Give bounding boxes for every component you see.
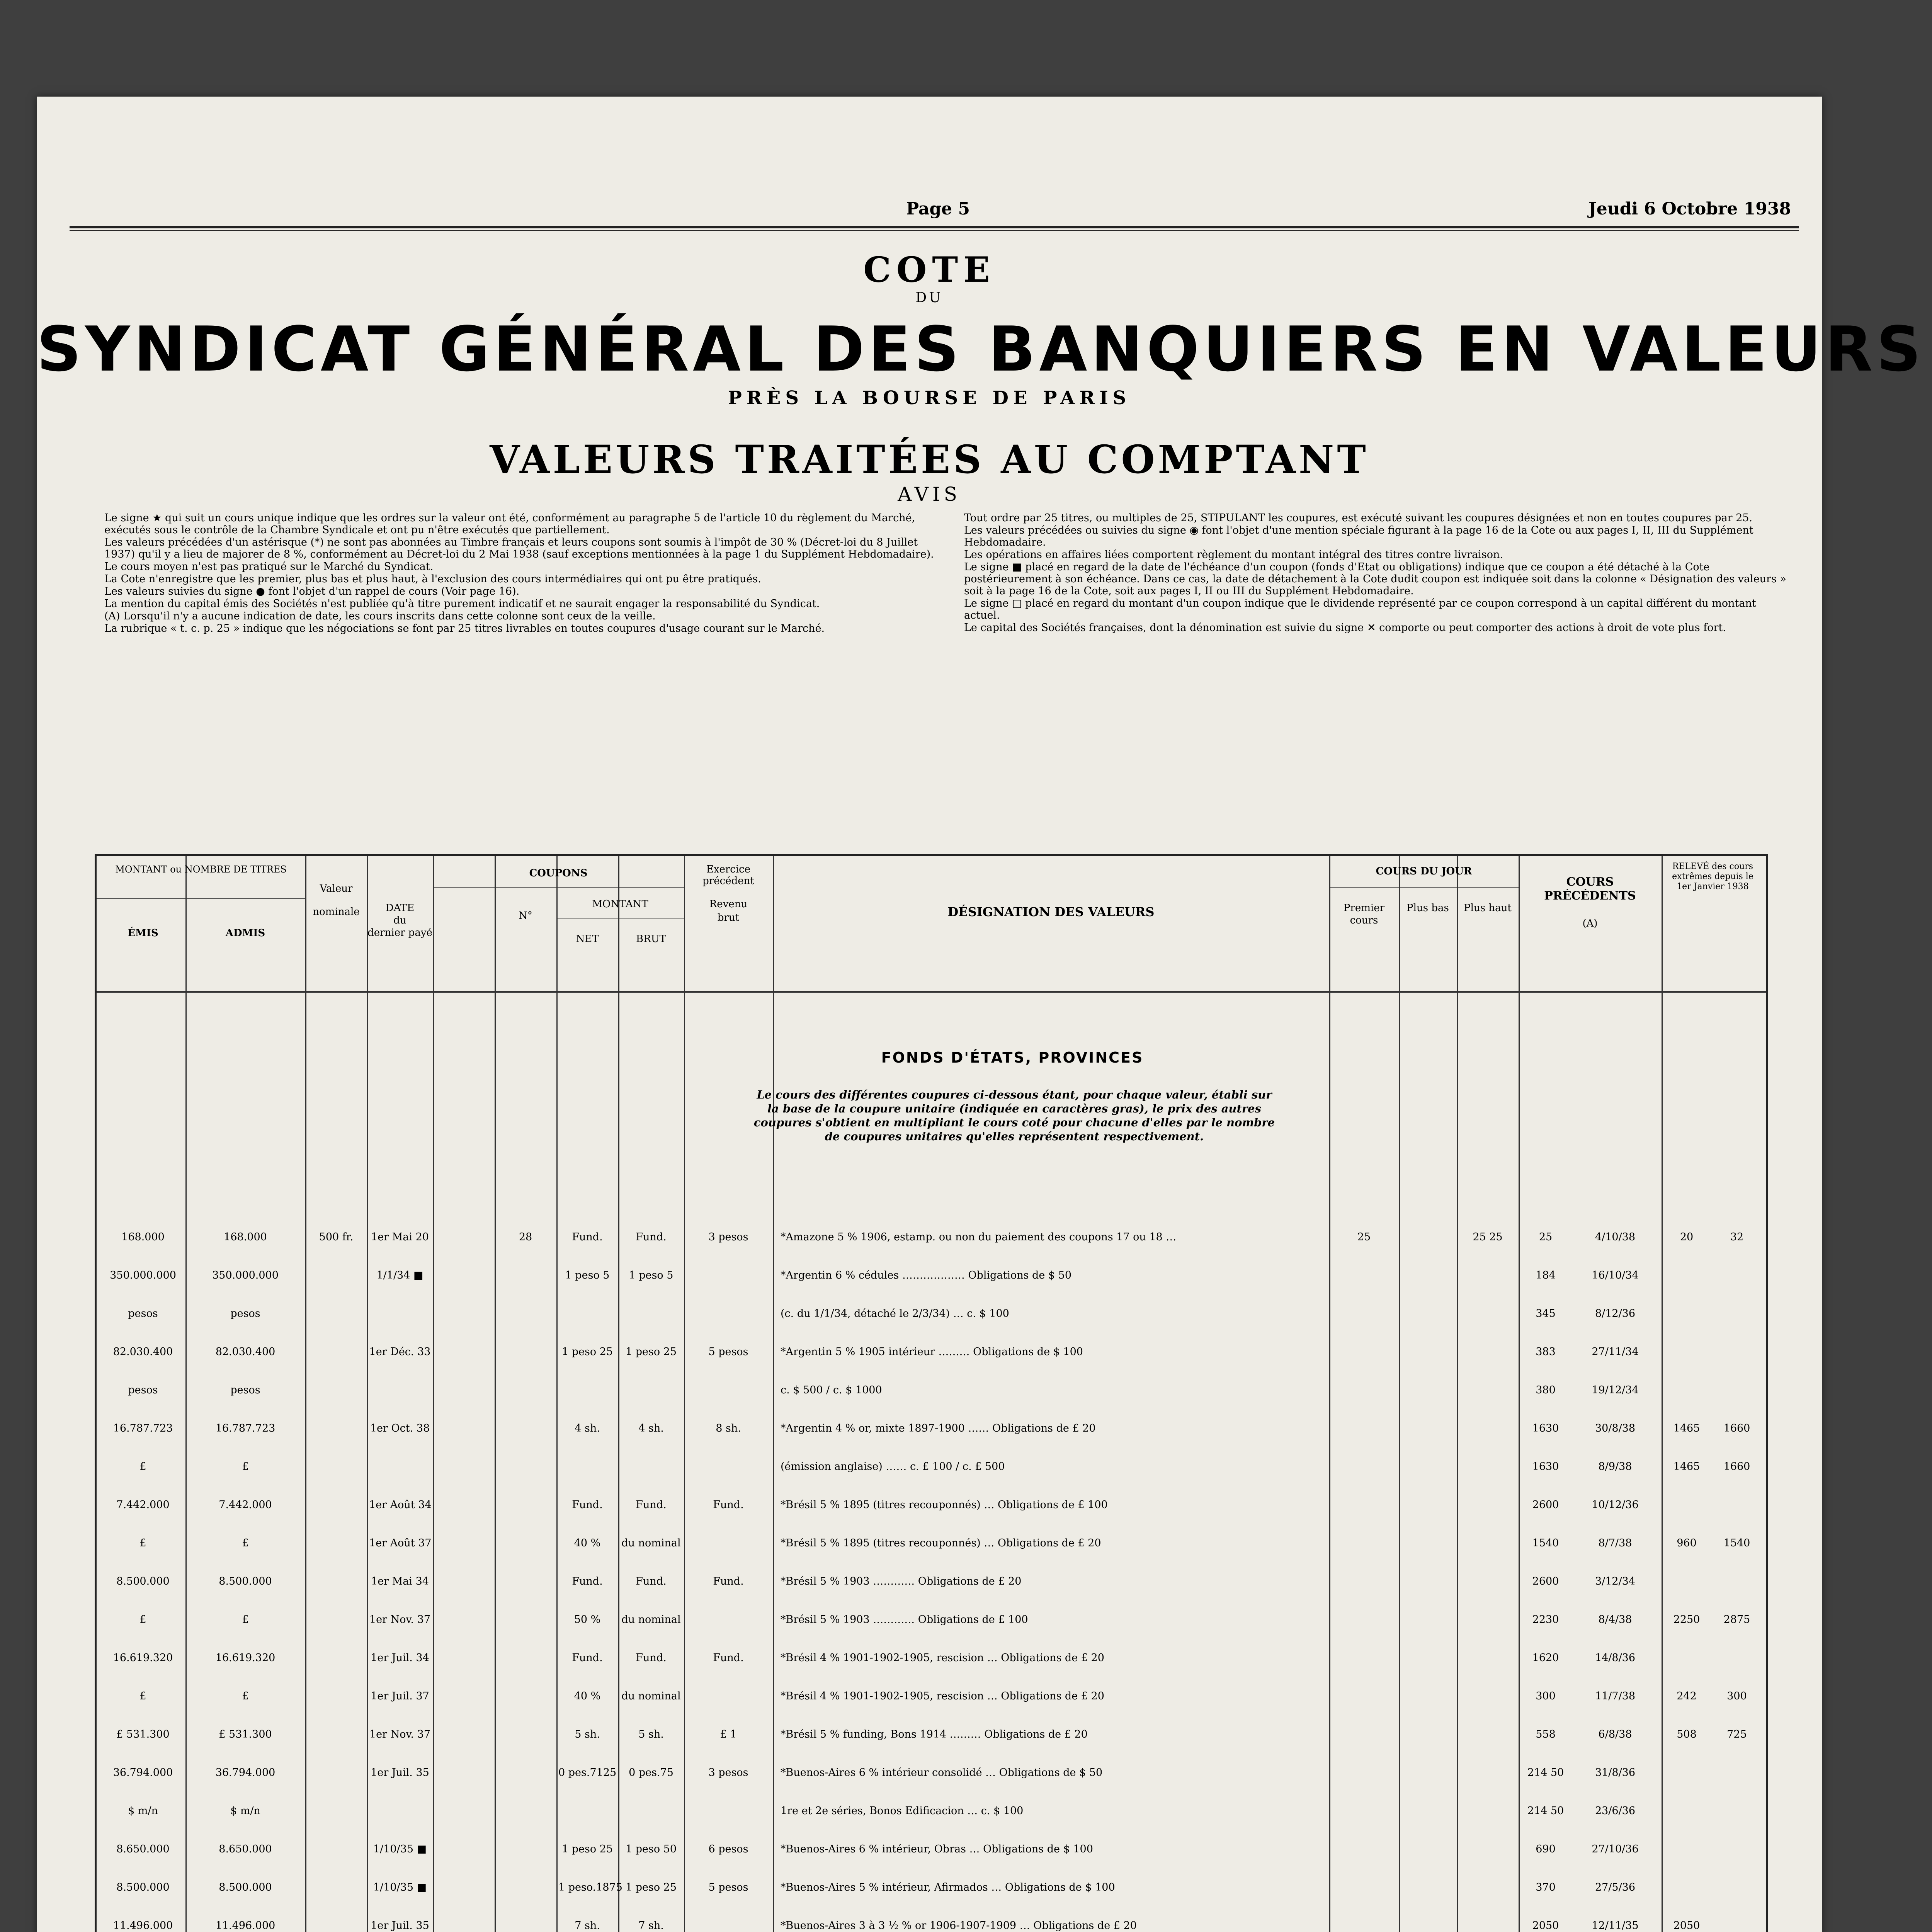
cell-prec-d: 8/9/38	[1598, 1461, 1632, 1473]
cell-prec: 558	[1536, 1728, 1556, 1740]
hdr-dernier: dernier payé	[367, 927, 432, 939]
cell-designation: 1re et 2e séries, Bonos Edificacion … c. $ 100	[781, 1805, 1024, 1817]
cell-date: 1er Mai 34	[371, 1575, 429, 1587]
table-row	[97, 1651, 1766, 1675]
cell-net: 40 %	[574, 1537, 601, 1549]
cell-designation: (c. du 1/1/34, détaché le 2/3/34) … c. $ 100	[781, 1308, 1009, 1320]
cell-brut: 1 peso 50	[625, 1843, 677, 1855]
cell-prec: 2600	[1532, 1575, 1559, 1587]
cell-designation: (émission anglaise) …… c. £ 100 / c. £ 500	[781, 1461, 1005, 1473]
hdr-no: N°	[519, 910, 532, 922]
cell-prec-d: 4/10/38	[1595, 1231, 1636, 1243]
table-row	[97, 1613, 1766, 1636]
du-word: DU	[915, 290, 943, 306]
cell-hi: 20	[1680, 1231, 1694, 1243]
cell-designation: *Brésil 5 % 1895 (titres recouponnés) … Obligations de £ 20	[781, 1537, 1101, 1549]
cell-date: 1er Nov. 37	[369, 1614, 431, 1626]
cell-net: Fund.	[572, 1499, 603, 1511]
table-row	[97, 1575, 1766, 1598]
cell-prec-d: 11/7/38	[1595, 1690, 1636, 1702]
cell-rev: 6 pesos	[708, 1843, 748, 1855]
cell-prem: 25	[1357, 1231, 1371, 1243]
cell-prec-d: 19/12/34	[1592, 1384, 1639, 1396]
notice-paragraph: Les valeurs précédées ou suivies du signe ◉ font l'objet d'une mention spéciale figurant à la page 16 de la Cote ou aux pages I, II, III du Supplément Hebdomadaire.	[964, 524, 1753, 548]
table-row	[97, 1690, 1766, 1713]
cell-net: 40 %	[574, 1690, 601, 1702]
cell-emis: 350.000.000	[110, 1269, 176, 1281]
cell-prec-d: 6/8/38	[1598, 1728, 1632, 1740]
cell-net: 4 sh.	[575, 1422, 600, 1434]
cell-admis: £	[242, 1614, 249, 1626]
header-rule-thin	[70, 230, 1799, 231]
cell-prec: 2600	[1532, 1499, 1559, 1511]
cell-admis: 82.030.400	[215, 1346, 276, 1358]
cell-prec: 690	[1536, 1843, 1556, 1855]
masthead: SYNDICAT GÉNÉRAL DES BANQUIERS EN VALEURS	[37, 313, 1925, 385]
cell-hi: 2050	[1673, 1920, 1700, 1932]
cell-date: 1/10/35 ■	[373, 1843, 427, 1855]
cell-admis: 16.619.320	[215, 1652, 276, 1664]
hdr-brut: BRUT	[636, 933, 666, 945]
cell-prec-d: 27/5/36	[1595, 1881, 1636, 1893]
cell-net: 0 pes.7125	[558, 1767, 617, 1779]
cell-net: 7 sh.	[575, 1920, 600, 1932]
cell-date: 1er Juil. 35	[371, 1767, 429, 1779]
cell-date: 1er Mai 20	[371, 1231, 429, 1243]
hdr-emis: ÉMIS	[128, 927, 158, 939]
cell-prec: 1630	[1532, 1461, 1559, 1473]
cell-rev: Fund.	[713, 1652, 744, 1664]
cell-lo: 1660	[1723, 1422, 1750, 1434]
cell-no: 28	[519, 1231, 532, 1243]
hdr-a: (A)	[1582, 918, 1598, 929]
cell-prec: 380	[1536, 1384, 1556, 1396]
hdr-designation: DÉSIGNATION DES VALEURS	[947, 905, 1155, 919]
table-row	[97, 1498, 1766, 1522]
cell-prec-d: 14/8/36	[1595, 1652, 1636, 1664]
cell-designation: c. $ 500 / c. $ 1000	[781, 1384, 882, 1396]
cell-lo: 300	[1727, 1690, 1747, 1702]
cell-emis: 7.442.000	[116, 1499, 170, 1511]
hdr-premier: Premier	[1343, 902, 1385, 914]
notice-paragraph: Le cours moyen n'est pas pratiqué sur le Marché du Syndicat.	[104, 561, 434, 573]
cell-prec: 383	[1536, 1346, 1556, 1358]
hdr-releve: RELEVÉ des cours extrêmes depuis le 1er Janvier 1938	[1672, 862, 1753, 891]
cell-admis: 7.442.000	[219, 1499, 272, 1511]
cell-hi: 1465	[1673, 1422, 1700, 1434]
table-row	[97, 1728, 1766, 1751]
cell-brut: du nominal	[621, 1690, 681, 1702]
cell-lo: 1660	[1723, 1461, 1750, 1473]
cell-admis: 16.787.723	[215, 1422, 276, 1434]
cell-rev: 3 pesos	[708, 1767, 748, 1779]
cell-admis: 36.794.000	[215, 1767, 276, 1779]
table-row	[97, 1422, 1766, 1445]
cell-emis: £	[139, 1614, 146, 1626]
cell-prec-d: 8/7/38	[1598, 1537, 1632, 1549]
cell-prec-d: 3/12/34	[1595, 1575, 1636, 1587]
cell-emis: 16.619.320	[113, 1652, 173, 1664]
table-row	[97, 1919, 1766, 1932]
section-title: FONDS D'ÉTATS, PROVINCES	[881, 1049, 1144, 1066]
cell-prec-d: 16/10/34	[1592, 1269, 1639, 1281]
notice-paragraph: Le signe □ placé en regard du montant d'un coupon indique que le dividende représenté par ce coupon correspond à un capital différent du montant actuel.	[964, 597, 1756, 621]
cell-rev: 8 sh.	[716, 1422, 741, 1434]
cell-admis: £	[242, 1461, 249, 1473]
cell-admis: 168.000	[224, 1231, 267, 1243]
cell-emis: £	[139, 1690, 146, 1702]
cell-emis: 168.000	[121, 1231, 165, 1243]
cell-hi: 960	[1677, 1537, 1697, 1549]
quotes-table	[95, 854, 1768, 1932]
cell-haut: 25 25	[1473, 1231, 1503, 1243]
cell-prec-d: 10/12/36	[1592, 1499, 1639, 1511]
header-subrule	[1329, 887, 1519, 888]
cell-designation: *Amazone 5 % 1906, estamp. ou non du paiement des coupons 17 ou 18 …	[781, 1231, 1177, 1243]
cell-admis: 8.500.000	[219, 1881, 272, 1893]
cell-emis: 8.500.000	[116, 1575, 170, 1587]
table-row	[97, 1804, 1766, 1828]
cell-admis: pesos	[230, 1384, 260, 1396]
cell-designation: *Brésil 4 % 1901-1902-1905, rescision … Obligations de £ 20	[781, 1652, 1104, 1664]
hdr-date: DATE	[385, 902, 415, 914]
subtitle: PRÈS LA BOURSE DE PARIS	[728, 387, 1131, 409]
cell-hi: 1465	[1673, 1461, 1700, 1473]
cell-rev: 5 pesos	[708, 1346, 748, 1358]
cell-designation: *Argentin 5 % 1905 intérieur ……… Obligations de $ 100	[781, 1346, 1083, 1358]
cell-net: 1 peso 25	[561, 1843, 613, 1855]
issue-date: Jeudi 6 Octobre 1938	[1588, 199, 1791, 219]
cell-admis: £	[242, 1537, 249, 1549]
cell-date: 1er Août 37	[369, 1537, 432, 1549]
cell-emis: £	[139, 1461, 146, 1473]
cell-emis: 11.496.000	[113, 1920, 173, 1932]
cell-net: 1 peso 5	[565, 1269, 610, 1281]
cell-brut: 4 sh.	[638, 1422, 664, 1434]
hdr-montant: MONTANT ou NOMBRE DE TITRES	[115, 864, 287, 875]
cell-lo: 32	[1730, 1231, 1744, 1243]
cell-admis: 11.496.000	[215, 1920, 276, 1932]
hdr-brut2: brut	[717, 912, 740, 923]
cell-emis: 8.650.000	[116, 1843, 170, 1855]
cell-designation: *Brésil 5 % 1903 ………… Obligations de £ 100	[781, 1614, 1028, 1626]
cell-prec-d: 12/11/35	[1592, 1920, 1639, 1932]
cell-prec-d: 31/8/36	[1595, 1767, 1636, 1779]
notice-paragraph: Les valeurs précédées d'un astérisque (*) ne sont pas abonnées au Timbre français et leurs coupons sont soumis à l'impôt de 30 % (Décret-loi du 8 Juillet 1937) qu'il y a lieu de majorer de 8 %, conformément au Décret-loi du 2 Mai 1938 (sauf exceptions mentionnées à la page 1 du Supplément Hebdomadaire).	[104, 536, 934, 560]
newspaper-page	[37, 97, 1925, 1932]
cell-prec: 214 50	[1527, 1805, 1564, 1817]
hdr-plus-bas: Plus bas	[1406, 902, 1449, 914]
cell-lo: 1540	[1723, 1537, 1750, 1549]
cell-brut: 0 pes.75	[629, 1767, 673, 1779]
cell-prec-d: 8/12/36	[1595, 1308, 1636, 1320]
cell-admis: 350.000.000	[212, 1269, 279, 1281]
cell-date: 1/10/35 ■	[373, 1881, 427, 1893]
cell-date: 1er Déc. 33	[369, 1346, 431, 1358]
cell-lo: 2875	[1723, 1614, 1750, 1626]
cell-admis: £	[242, 1690, 249, 1702]
notice-paragraph: (A) Lorsqu'il n'y a aucune indication de date, les cours inscrits dans cette colonne sont ceux de la veille.	[104, 610, 656, 622]
cell-brut: 1 peso 5	[629, 1269, 673, 1281]
cell-emis: 36.794.000	[113, 1767, 173, 1779]
notices-left	[104, 512, 935, 635]
cell-emis: 8.500.000	[116, 1881, 170, 1893]
cell-designation: *Brésil 5 % funding, Bons 1914 ……… Obligations de £ 20	[781, 1729, 1088, 1740]
cell-designation: *Brésil 5 % 1903 ………… Obligations de £ 20	[781, 1576, 1022, 1587]
notice-paragraph: Le signe ■ placé en regard de la date de l'échéance d'un coupon (fonds d'Etat ou obligations) indique que ce coupon a été détaché à la Cote postérieurement à son échéance. Dans ce cas, la date de détachement à la Cote dudit coupon est indiquée soit dans la colonne « Désignation des valeurs » soit à la page 16 de la Cote, soit aux pages I, II ou III du Supplément Hebdomadaire.	[964, 561, 1786, 597]
hdr-admis: ADMIS	[225, 927, 265, 939]
table-row	[97, 1843, 1766, 1866]
cell-emis: £ 531.300	[116, 1728, 170, 1740]
cell-brut: 7 sh.	[638, 1920, 664, 1932]
cell-lo: 725	[1727, 1728, 1747, 1740]
cell-emis: pesos	[128, 1384, 158, 1396]
cell-emis: £	[139, 1537, 146, 1549]
hdr-net: NET	[576, 933, 599, 945]
cell-prec: 1540	[1532, 1537, 1559, 1549]
cell-prec: 25	[1539, 1231, 1553, 1243]
hdr-cours: cours	[1350, 915, 1378, 926]
table-row	[97, 1307, 1766, 1330]
cell-designation: *Buenos-Aires 3 à 3 ½ % or 1906-1907-1909 … Obligations de £ 20	[781, 1920, 1137, 1932]
cell-hi: 2250	[1673, 1614, 1700, 1626]
notice-paragraph: Le signe ★ qui suit un cours unique indique que les ordres sur la valeur ont été, conformément au paragraphe 5 de l'article 10 du règlement du Marché, exécutés sous le contrôle de la Chambre Syndicale et ont pu n'être exécutés que partiellement.	[104, 512, 915, 536]
cell-emis: 16.787.723	[113, 1422, 173, 1434]
cell-rev: 3 pesos	[708, 1231, 748, 1243]
notice-paragraph: La Cote n'enregistre que les premier, plus bas et plus haut, à l'exclusion des cours intermédiaires qui ont pu être pratiqués.	[104, 573, 761, 585]
avis-heading: AVIS	[898, 483, 961, 505]
hdr-exercice: Exercice précédent	[702, 864, 754, 887]
hdr-cours-prec: COURS PRÉCÉDENTS	[1544, 875, 1636, 903]
cell-prec: 2050	[1532, 1920, 1559, 1932]
cell-designation: *Brésil 5 % 1895 (titres recouponnés) … Obligations de £ 100	[781, 1499, 1108, 1511]
cell-admis: pesos	[230, 1308, 260, 1320]
cell-net: 1 peso.1875	[558, 1881, 622, 1893]
cell-prec: 214 50	[1527, 1767, 1564, 1779]
cell-designation: *Buenos-Aires 6 % intérieur, Obras … Obligations de $ 100	[781, 1844, 1093, 1855]
cell-rev: £ 1	[720, 1728, 737, 1740]
cell-net: 5 sh.	[575, 1728, 600, 1740]
cell-brut: 1 peso 25	[625, 1346, 677, 1358]
cell-hi: 508	[1677, 1728, 1697, 1740]
cell-admis: $ m/n	[230, 1805, 260, 1817]
table-row	[97, 1766, 1766, 1789]
notice-paragraph: Le capital des Sociétés françaises, dont la dénomination est suivie du signe ✕ comporte ou peut comporter des actions à droit de vote plus fort.	[964, 622, 1726, 634]
cell-brut: Fund.	[636, 1652, 667, 1664]
cell-prec: 1620	[1532, 1652, 1559, 1664]
cell-brut: Fund.	[636, 1231, 667, 1243]
section-intro: Le cours des différentes coupures ci-dessous étant, pour chaque valeur, établi sur la base de la coupure unitaire (indiquée en caractères gras), le prix des autres coupures s'obtient en multipliant le cours coté pour chacune d'elles par le nombre de coupures unitaires qu'elles représentent respectivement.	[753, 1088, 1275, 1143]
cell-rev: Fund.	[713, 1575, 744, 1587]
hdr-cours-jour: COURS DU JOUR	[1376, 866, 1472, 877]
cell-prec: 2230	[1532, 1614, 1559, 1626]
hdr-coupons: COUPONS	[529, 867, 588, 879]
table-row	[97, 1460, 1766, 1483]
notice-paragraph: Les valeurs suivies du signe ● font l'objet d'un rappel de cours (Voir page 16).	[104, 585, 520, 597]
table-row	[97, 1231, 1766, 1254]
cell-designation: *Buenos-Aires 6 % intérieur consolidé … Obligations de $ 50	[781, 1767, 1103, 1779]
hdr-nominale: nominale	[313, 906, 360, 918]
section-heading: VALEURS TRAITÉES AU COMPTANT	[490, 437, 1369, 482]
cell-brut: du nominal	[621, 1614, 681, 1626]
notice-paragraph: Les opérations en affaires liées comportent règlement du montant intégral des titres contre livraison.	[964, 549, 1503, 561]
cell-net: Fund.	[572, 1231, 603, 1243]
cell-prec-d: 27/11/34	[1592, 1346, 1639, 1358]
cell-rev: Fund.	[713, 1499, 744, 1511]
page-number: Page 5	[906, 199, 970, 219]
cell-prec: 300	[1536, 1690, 1556, 1702]
cell-date: 1er Juil. 37	[371, 1690, 429, 1702]
cell-prec-d: 27/10/36	[1592, 1843, 1639, 1855]
cell-date: 1/1/34 ■	[376, 1269, 423, 1281]
cell-brut: Fund.	[636, 1575, 667, 1587]
table-row	[97, 1384, 1766, 1407]
cell-brut: Fund.	[636, 1499, 667, 1511]
hdr-plus-haut: Plus haut	[1464, 902, 1512, 914]
notice-paragraph: La mention du capital émis des Sociétés n'est publiée qu'à titre purement indicatif et ne saurait engager la responsabilité du Syndicat.	[104, 598, 820, 610]
cell-prec: 184	[1536, 1269, 1556, 1281]
cell-emis: 82.030.400	[113, 1346, 173, 1358]
header-rule	[70, 226, 1799, 228]
table-row	[97, 1881, 1766, 1904]
cell-date: 1er Juil. 35	[371, 1920, 429, 1932]
hdr-du: du	[393, 915, 406, 926]
hdr-montant-c: MONTANT	[592, 898, 648, 910]
cell-net: Fund.	[572, 1652, 603, 1664]
cell-net: Fund.	[572, 1575, 603, 1587]
cell-prec: 345	[1536, 1308, 1556, 1320]
cell-prec-d: 30/8/38	[1595, 1422, 1636, 1434]
cell-admis: 8.650.000	[219, 1843, 272, 1855]
cell-hi: 242	[1677, 1690, 1697, 1702]
cell-val: 500 fr.	[319, 1231, 354, 1243]
cell-brut: 5 sh.	[638, 1728, 664, 1740]
notice-paragraph: Tout ordre par 25 titres, ou multiples de 25, STIPULANT les coupures, est exécuté suivant les coupures désignées et non en toutes coupures par 25.	[964, 512, 1753, 524]
cell-designation: *Argentin 4 % or, mixte 1897-1900 …… Obligations de £ 20	[781, 1423, 1096, 1434]
cell-rev: 5 pesos	[708, 1881, 748, 1893]
cell-designation: *Brésil 4 % 1901-1902-1905, rescision … Obligations de £ 20	[781, 1690, 1104, 1702]
header-subrule	[97, 898, 305, 899]
header-bottom-rule	[97, 991, 1766, 993]
cell-prec-d: 8/4/38	[1598, 1614, 1632, 1626]
cell-date: 1er Nov. 37	[369, 1728, 431, 1740]
cell-emis: $ m/n	[128, 1805, 158, 1817]
cell-net: 1 peso 25	[561, 1346, 613, 1358]
table-row	[97, 1345, 1766, 1369]
cell-designation: *Argentin 6 % cédules ……………… Obligations de $ 50	[781, 1270, 1072, 1281]
cell-brut: 1 peso 25	[625, 1881, 677, 1893]
cell-prec: 1630	[1532, 1422, 1559, 1434]
cell-designation: *Buenos-Aires 5 % intérieur, Afirmados … Obligations de $ 100	[781, 1882, 1115, 1893]
table-row	[97, 1269, 1766, 1292]
cote-title: COTE	[863, 249, 995, 290]
notice-paragraph: La rubrique « t. c. p. 25 » indique que les négociations se font par 25 titres livrables en toutes coupures d'usage courant sur le Marché.	[104, 622, 825, 634]
cell-date: 1er Juil. 34	[371, 1652, 429, 1664]
cell-date: 1er Août 34	[369, 1499, 432, 1511]
table-row	[97, 1537, 1766, 1560]
cell-net: 50 %	[574, 1614, 601, 1626]
cell-admis: 8.500.000	[219, 1575, 272, 1587]
cell-admis: £ 531.300	[219, 1728, 272, 1740]
cell-emis: pesos	[128, 1308, 158, 1320]
notices-right	[964, 512, 1795, 634]
cell-prec-d: 23/6/36	[1595, 1805, 1636, 1817]
cell-prec: 370	[1536, 1881, 1556, 1893]
hdr-valeur: Valeur	[320, 883, 353, 895]
header-subrule	[433, 887, 684, 888]
cell-date: 1er Oct. 38	[370, 1422, 430, 1434]
cell-brut: du nominal	[621, 1537, 681, 1549]
hdr-revenu: Revenu	[709, 898, 748, 910]
